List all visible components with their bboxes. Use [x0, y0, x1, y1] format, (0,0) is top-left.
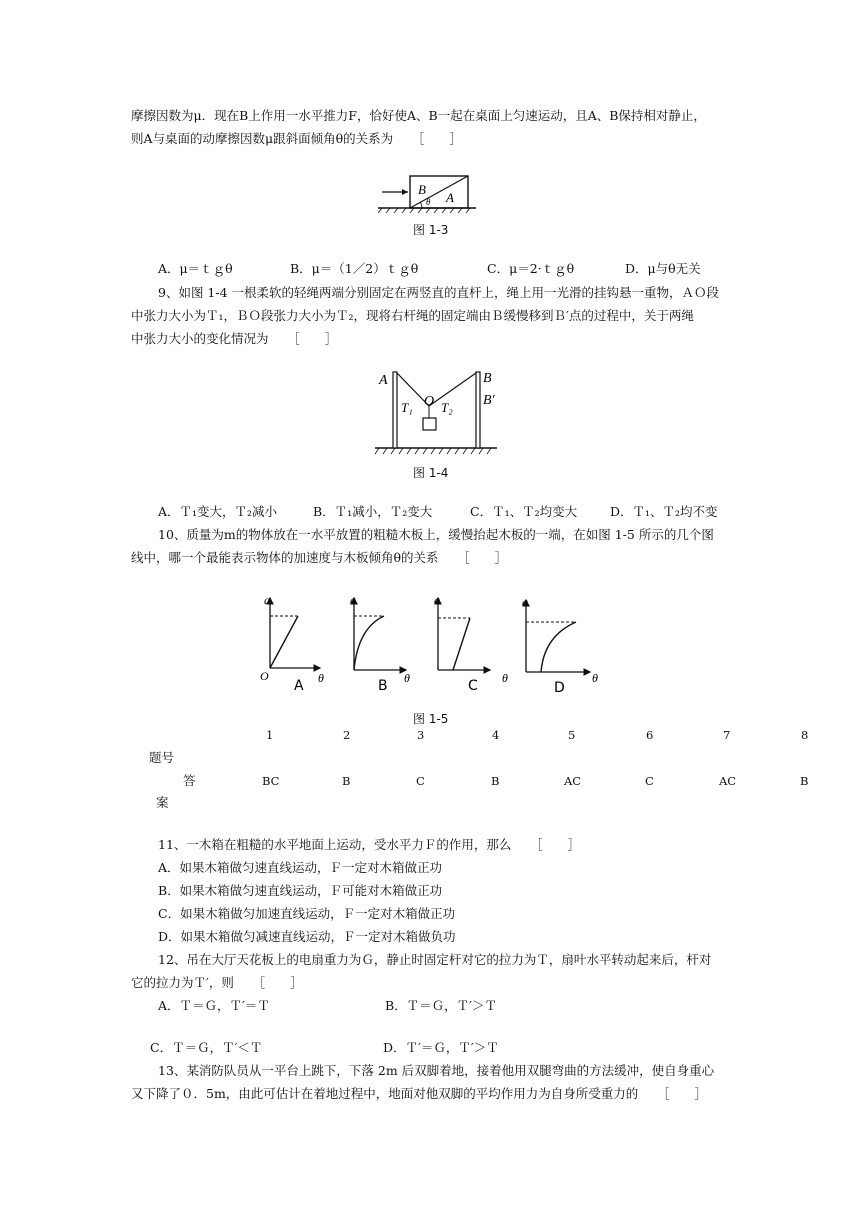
- fig13-label-a: A: [446, 190, 454, 205]
- answer-num-1: 1: [266, 728, 274, 742]
- graph-b-x: θ: [404, 671, 410, 685]
- q11-option-d: D．如果木箱做匀减速直线运动，Ｆ一定对木箱做负功: [158, 929, 456, 944]
- figure-1-4: [373, 366, 503, 456]
- figure-1-5: [258, 590, 618, 700]
- fig14-label-o: O: [424, 394, 435, 409]
- q11-option-a: A．如果木箱做匀速直线运动，Ｆ一定对木箱做正功: [158, 860, 443, 875]
- q11-stem: 11、一木箱在粗糙的水平地面上运动，受水平力Ｆ的作用，那么 ［ ］: [158, 837, 581, 852]
- answer-5: AC: [564, 774, 582, 788]
- q12-line2: 它的拉力为Ｔ′，则 ［ ］: [131, 975, 303, 990]
- answer-8: B: [800, 774, 809, 788]
- graph-a-origin: O: [260, 669, 269, 683]
- answer-num-5: 5: [568, 728, 576, 742]
- answer-4: B: [491, 774, 500, 788]
- fig14-label-b-prime: B′: [483, 393, 495, 408]
- q8-line1: 摩擦因数为μ．现在B上作用一水平推力F，恰好使A、B一起在桌面上匀速运动，且A、B保持相对静止，: [131, 108, 706, 123]
- answer-3: C: [416, 774, 425, 788]
- fig14-label-b: B: [483, 371, 492, 386]
- graph-b: [350, 593, 410, 694]
- q11-option-c: C．如果木箱做匀加速直线运动，Ｆ一定对木箱做正功: [158, 906, 456, 921]
- q11-option-b: B．如果木箱做匀速直线运动，Ｆ可能对木箱做正功: [158, 883, 443, 898]
- q12-option-a: A．Ｔ＝Ｇ，Ｔ′＝Ｔ: [158, 998, 270, 1013]
- answer-num-8: 8: [801, 728, 809, 742]
- answer-num-6: 6: [646, 728, 654, 742]
- q8-option-b: B．μ＝（1／2）ｔｇθ: [290, 261, 419, 276]
- answer-7: AC: [719, 774, 737, 788]
- answer-2: B: [342, 774, 351, 788]
- graph-d-y: a: [522, 595, 528, 609]
- graph-d-x: θ: [592, 671, 598, 685]
- q12-line1: 12、吊在大厅天花板上的电扇重力为Ｇ，静止时固定杆对它的拉力为Ｔ，扇叶水平转动起来后，杆对: [158, 952, 712, 967]
- graph-a: [260, 593, 324, 694]
- graph-a-x: θ: [318, 671, 324, 685]
- graph-c-label: C: [468, 678, 478, 694]
- answer-num-4: 4: [492, 728, 500, 742]
- q9-line1: 9、如图 1-4 一根柔软的轻绳两端分别固定在两竖直的直杆上，绳上用一光滑的挂钩悬一重物，ＡＯ段: [158, 285, 720, 300]
- answer-6: C: [645, 774, 654, 788]
- fig13-label-theta: θ: [426, 197, 431, 207]
- fig15-caption: 图 1-5: [413, 712, 449, 726]
- graph-c-y: a: [434, 593, 440, 607]
- graph-a-label: A: [294, 678, 304, 694]
- q9-option-a: A．Ｔ₁变大，Ｔ₂减小: [158, 504, 278, 519]
- graph-d: [522, 595, 598, 696]
- answer-row-header: 题号: [149, 750, 175, 765]
- q8-option-c: C．μ＝2·ｔｇθ: [487, 261, 575, 276]
- q8-option-d: D．μ与θ无关: [625, 261, 701, 276]
- q8-option-a: A．μ＝ｔｇθ: [158, 261, 233, 276]
- graph-c-x: θ: [502, 671, 508, 685]
- q13-line2: 又下降了０．5m，由此可估计在着地过程中，地面对他双脚的平均作用力为自身所受重力的 ［ ］: [131, 1086, 708, 1101]
- fig14-caption: 图 1-4: [413, 466, 449, 480]
- q9-line3: 中张力大小的变化情况为 ［ ］: [131, 331, 338, 346]
- answer-num-7: 7: [723, 728, 731, 742]
- q12-option-b: B．Ｔ＝Ｇ，Ｔ′＞Ｔ: [385, 998, 498, 1013]
- fig13-label-b: B: [418, 182, 426, 197]
- graph-c: [434, 593, 508, 694]
- graph-b-y: a: [350, 593, 356, 607]
- q9-option-b: B．Ｔ₁减小，Ｔ₂变大: [313, 504, 433, 519]
- graph-a-y: a: [264, 593, 270, 607]
- q13-line1: 13、某消防队员从一平台上跳下，下落 2m 后双脚着地，接着他用双腿弯曲的方法缓冲，使自身重心: [158, 1063, 715, 1078]
- q8-line2: 则A与桌面的动摩擦因数μ跟斜面倾角θ的关系为 ［ ］: [131, 131, 462, 146]
- answer-num-2: 2: [343, 728, 351, 742]
- answer-1: BC: [262, 774, 280, 788]
- fig13-caption: 图 1-3: [413, 223, 449, 237]
- figure-1-3: [378, 172, 478, 214]
- fig14-label-t1: T₁: [401, 400, 413, 415]
- graph-d-label: D: [554, 680, 565, 696]
- answer-header-b: 案: [156, 795, 169, 810]
- q12-option-c: C．Ｔ＝Ｇ，Ｔ′＜Ｔ: [150, 1040, 263, 1055]
- q10-line1: 10、质量为m的物体放在一水平放置的粗糙木板上，缓慢抬起木板的一端，在如图 1-5 所示的几个图: [158, 527, 714, 542]
- answer-num-3: 3: [417, 728, 425, 742]
- q10-line2: 线中，哪一个最能表示物体的加速度与木板倾角θ的关系 ［ ］: [131, 550, 508, 565]
- q9-option-c: C．Ｔ₁、Ｔ₂均变大: [470, 504, 578, 519]
- fig14-label-t2: T₂: [441, 400, 453, 415]
- fig14-label-a: A: [379, 373, 388, 388]
- answer-header-a: 答: [183, 773, 196, 788]
- q9-option-d: D．Ｔ₁、Ｔ₂均不变: [610, 504, 718, 519]
- q9-line2: 中张力大小为Ｔ₁，ＢＯ段张力大小为Ｔ₂，现将右杆绳的固定端由Ｂ缓慢移到Ｂ′点的过程中，关于两绳: [131, 308, 694, 323]
- graph-b-label: B: [378, 678, 388, 694]
- q12-option-d: D．Ｔ′＝Ｇ，Ｔ′＞Ｔ: [383, 1040, 499, 1055]
